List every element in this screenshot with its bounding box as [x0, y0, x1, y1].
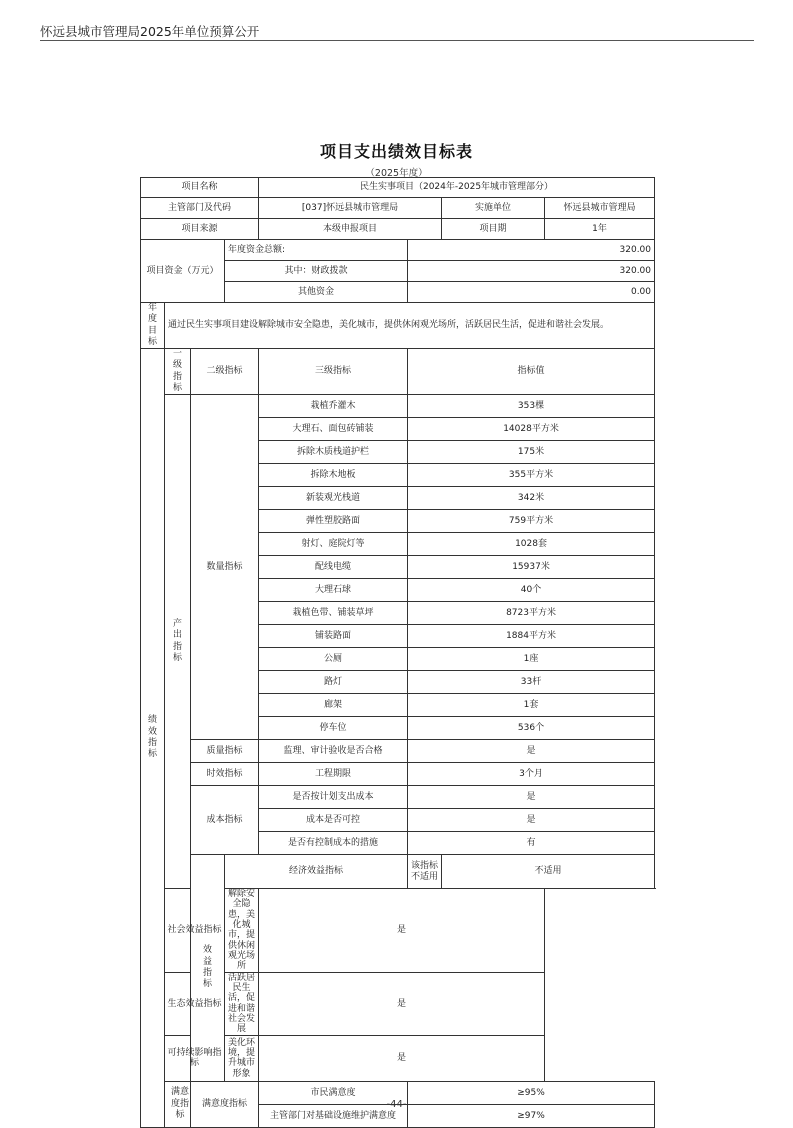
indicator-name: 射灯、庭院灯等: [259, 533, 408, 556]
indicator-value: 不适用: [442, 855, 655, 889]
indicator-name: 配线电缆: [259, 556, 408, 579]
indicator-value: 3个月: [408, 763, 655, 786]
indicator-value: 1套: [408, 694, 655, 717]
indicator-value: ≥95%: [408, 1081, 655, 1104]
project-name-label: 项目名称: [141, 178, 259, 198]
indicator-value: 是: [408, 786, 655, 809]
indicator-value: 是: [259, 889, 545, 973]
indicator-name: 拆除木地板: [259, 464, 408, 487]
indicator-name: 该指标不适用: [408, 855, 442, 889]
indicator-name: 大理石球: [259, 579, 408, 602]
indicator-value: 759平方米: [408, 510, 655, 533]
table-row: [141, 740, 655, 763]
indicator-name: 栽植乔灌木: [259, 395, 408, 418]
output-indicators-label: 产出指标: [165, 395, 191, 889]
indicator-name: 栽植色带、铺装草坪: [259, 602, 408, 625]
header-level2: 二级指标: [191, 349, 259, 395]
indicator-value: 15937米: [408, 556, 655, 579]
row-funds-total: [141, 240, 655, 261]
indicator-value: 1座: [408, 648, 655, 671]
indicator-value: 355平方米: [408, 464, 655, 487]
indicator-name: 弹性塑胶路面: [259, 510, 408, 533]
table-row: [141, 972, 655, 1035]
project-source-label: 项目来源: [141, 219, 259, 240]
indicator-value: 536个: [408, 717, 655, 740]
benefit-indicators-label: 效益指标: [191, 855, 225, 1082]
cost-indicators-label: 成本指标: [191, 786, 259, 855]
ecological-benefit-label: 生态效益指标: [165, 972, 225, 1035]
indicator-name: 成本是否可控: [259, 809, 408, 832]
satisfaction-l1-label: 满意度指标: [165, 1081, 191, 1127]
indicator-value: 有: [408, 832, 655, 855]
indicator-value: 是: [259, 1035, 545, 1081]
indicator-value: 1028套: [408, 533, 655, 556]
table-row: [141, 1035, 655, 1081]
project-funds-label: 项目资金（万元）: [141, 240, 225, 303]
table-row: [141, 889, 655, 973]
indicator-value: 是: [408, 809, 655, 832]
indicator-name: 监理、审计验收是否合格: [259, 740, 408, 763]
indicator-name: 停车位: [259, 717, 408, 740]
funds-other-label: 其他资金: [225, 282, 408, 303]
indicator-name: 解除安全隐患，美化城市，提供休闲观光场所: [225, 889, 259, 973]
implementing-unit-value: 怀远县城市管理局: [545, 198, 655, 219]
indicator-name: 市民满意度: [259, 1081, 408, 1104]
table-row: [141, 395, 655, 418]
department-label: 主管部门及代码: [141, 198, 259, 219]
indicator-name: 是否有控制成本的措施: [259, 832, 408, 855]
social-benefit-label: 社会效益指标: [165, 889, 225, 973]
economic-benefit-label: 经济效益指标: [225, 855, 408, 889]
row-indicator-header: [141, 349, 655, 395]
row-project-source: [141, 219, 655, 240]
funds-total-label: 年度资金总额:: [225, 240, 408, 261]
funds-fiscal-label: 其中：财政拨款: [225, 261, 408, 282]
annual-goal-label: 年度目标: [141, 303, 165, 349]
indicator-value: 1884平方米: [408, 625, 655, 648]
indicator-name: 路灯: [259, 671, 408, 694]
indicator-name: 工程期限: [259, 763, 408, 786]
row-project-name: [141, 178, 655, 198]
sustainability-indicators-label: 可持续影响指标: [165, 1035, 225, 1081]
indicator-value: 8723平方米: [408, 602, 655, 625]
performance-indicators-label: 绩效指标: [141, 349, 165, 1128]
project-source-value: 本级申报项目: [259, 219, 442, 240]
indicator-name: 公厕: [259, 648, 408, 671]
funds-fiscal-value: 320.00: [408, 261, 655, 282]
table-row: [141, 786, 655, 809]
funds-other-value: 0.00: [408, 282, 655, 303]
indicator-value: 353棵: [408, 395, 655, 418]
quantity-indicators-label: 数量指标: [191, 395, 259, 740]
table-row: [141, 763, 655, 786]
indicator-name: 铺装路面: [259, 625, 408, 648]
header-level3: 三级指标: [259, 349, 408, 395]
quality-indicators-label: 质量指标: [191, 740, 259, 763]
header-value: 指标值: [408, 349, 655, 395]
annual-goal-value: 通过民生实事项目建设解除城市安全隐患，美化城市，提供休闲观光场所，活跃居民生活，促进和谐社会发展。: [165, 303, 655, 349]
indicator-value: 40个: [408, 579, 655, 602]
department-value: [037]怀远县城市管理局: [259, 198, 442, 219]
indicator-name: 大理石、面包砖铺装: [259, 418, 408, 441]
indicator-value: 175米: [408, 441, 655, 464]
indicator-value: 342米: [408, 487, 655, 510]
indicator-name: 是否按计划支出成本: [259, 786, 408, 809]
indicator-name: 拆除木质栈道护栏: [259, 441, 408, 464]
header-level1: 一级指标: [165, 349, 191, 395]
implementing-unit-label: 实施单位: [442, 198, 545, 219]
document-subtitle: （2025年度）: [365, 168, 428, 179]
row-annual-goal: [141, 303, 655, 349]
project-name-value: 民生实事项目（2024年-2025年城市管理部分）: [259, 178, 655, 198]
page-number: -44-: [386, 1099, 407, 1110]
indicator-name: 主管部门对基础设施维护满意度: [259, 1104, 408, 1127]
timeliness-indicators-label: 时效指标: [191, 763, 259, 786]
indicator-name: 新装观光栈道: [259, 487, 408, 510]
project-period-label: 项目期: [442, 219, 545, 240]
document-title: 项目支出绩效目标表: [319, 142, 473, 161]
indicator-value: 是: [259, 972, 545, 1035]
table-row: [141, 855, 655, 889]
indicator-name: 美化环境，提升城市形象: [225, 1035, 259, 1081]
indicator-name: 廊架: [259, 694, 408, 717]
indicator-value: 是: [408, 740, 655, 763]
row-department: [141, 198, 655, 219]
header-divider: [40, 40, 754, 41]
indicator-value: 14028平方米: [408, 418, 655, 441]
page-header: 怀远县城市管理局2025年单位预算公开: [40, 24, 260, 39]
funds-total-value: 320.00: [408, 240, 655, 261]
performance-target-table: [140, 177, 655, 1128]
satisfaction-indicators-label: 满意度指标: [191, 1081, 259, 1127]
indicator-value: 33杆: [408, 671, 655, 694]
indicator-value: ≥97%: [408, 1104, 655, 1127]
project-period-value: 1年: [545, 219, 655, 240]
indicator-name: 活跃居民生活，促进和谐社会发展: [225, 972, 259, 1035]
